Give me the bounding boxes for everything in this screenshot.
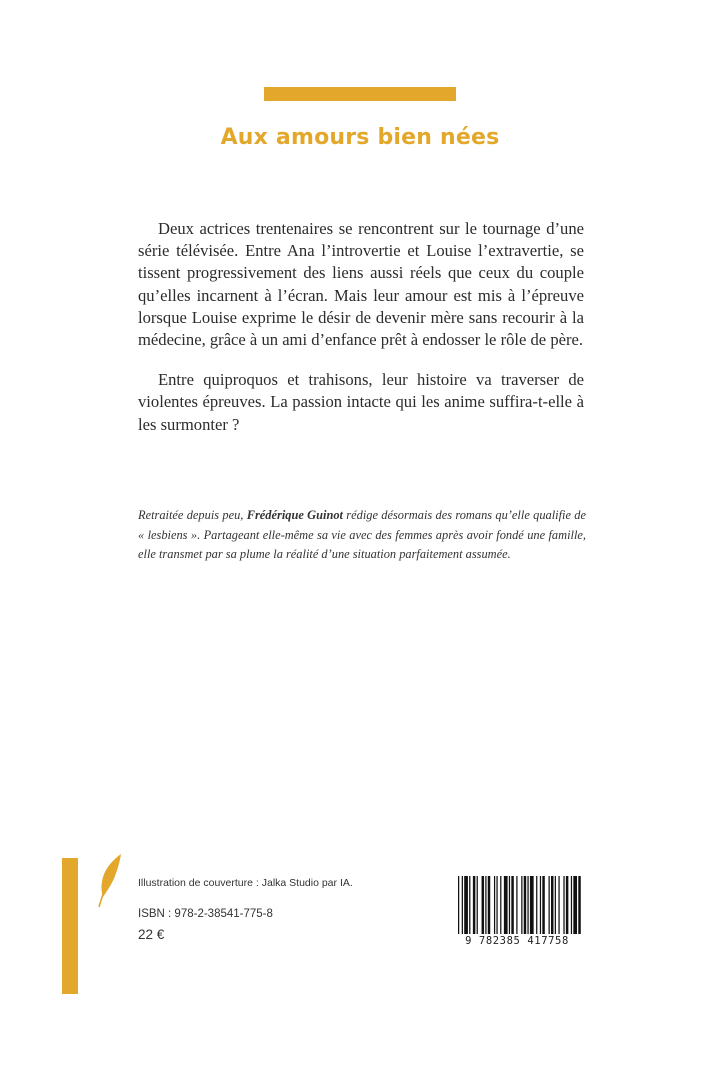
barcode-bar [527,876,528,934]
barcode-bar [571,876,572,934]
barcode-bar [469,876,470,934]
barcode-bar [462,876,463,934]
barcode-bar [558,876,559,934]
barcode-bar [566,876,568,934]
barcode-bar [521,876,522,934]
barcode-bar [555,876,556,934]
author-bio-intro: Retraitée depuis peu, [138,508,247,522]
barcode-bar [578,876,580,934]
isbn-number: ISBN : 978-2-38541-775-8 [138,908,273,920]
barcode-bar [536,876,537,934]
barcode-bar [482,876,484,934]
barcode-bar [488,876,490,934]
feather-icon [94,853,124,909]
synopsis [138,218,584,454]
cover-credit: Illustration de couverture : Jalka Studio par IA. [138,877,353,889]
barcode-bar [500,876,501,934]
barcode-bar [496,876,497,934]
barcode-bar [509,876,510,934]
author-bio [138,506,586,565]
barcode-bar [573,876,577,934]
barcode-bar [458,876,459,934]
book-title: Aux amours bien nées [220,125,500,150]
barcode-bar [477,876,478,934]
barcode-bar [524,876,526,934]
author-name: Frédérique Guinot [246,508,343,522]
barcode-bar [494,876,495,934]
barcode-bar [549,876,550,934]
barcode-bar [485,876,486,934]
side-accent-bar [62,858,78,994]
barcode-bar [464,876,468,934]
barcode-bar [516,876,517,934]
author-bio-rest: rédige désormais des romans qu’elle qualifie de « lesbiens ». Partageant elle-même sa vie avec des femmes après avoir fondé une famille, elle transmet par sa plume la réalité d’une situation parfaitement assumée. [138,508,587,561]
barcode-bar [563,876,564,934]
barcode-bar [504,876,508,934]
barcode-bar [551,876,553,934]
barcode-bar [511,876,513,934]
barcode-bar [473,876,475,934]
barcode-digits: 9 782385 417758 [465,935,569,947]
barcode-bar [542,876,544,934]
top-accent-bar [264,87,456,101]
synopsis-paragraph-1: Deux actrices trentenaires se rencontrent sur le tournage d’une série télévisée. Entre Ana l’introvertie et Louise l’extravertie, se tissent progressivement des liens aussi réels que ceux du couple qu’elles incarnent à l’écran. Mais leur amour est mis à l’épreuve lorsque Louise exprime le désir de devenir mère sans recourir à la médecine, grâce à un ami d’enfance prêt à endosser le rôle de père. [138,219,584,350]
barcode-bar [530,876,534,934]
synopsis-paragraph-2: Entre quiproquos et trahisons, leur histoire va traverser de violentes épreuves. La passion intacte qui les anime suffira-t-elle à les surmonter ? [138,370,584,434]
barcode-bar [540,876,541,934]
price: 22 € [138,927,165,942]
